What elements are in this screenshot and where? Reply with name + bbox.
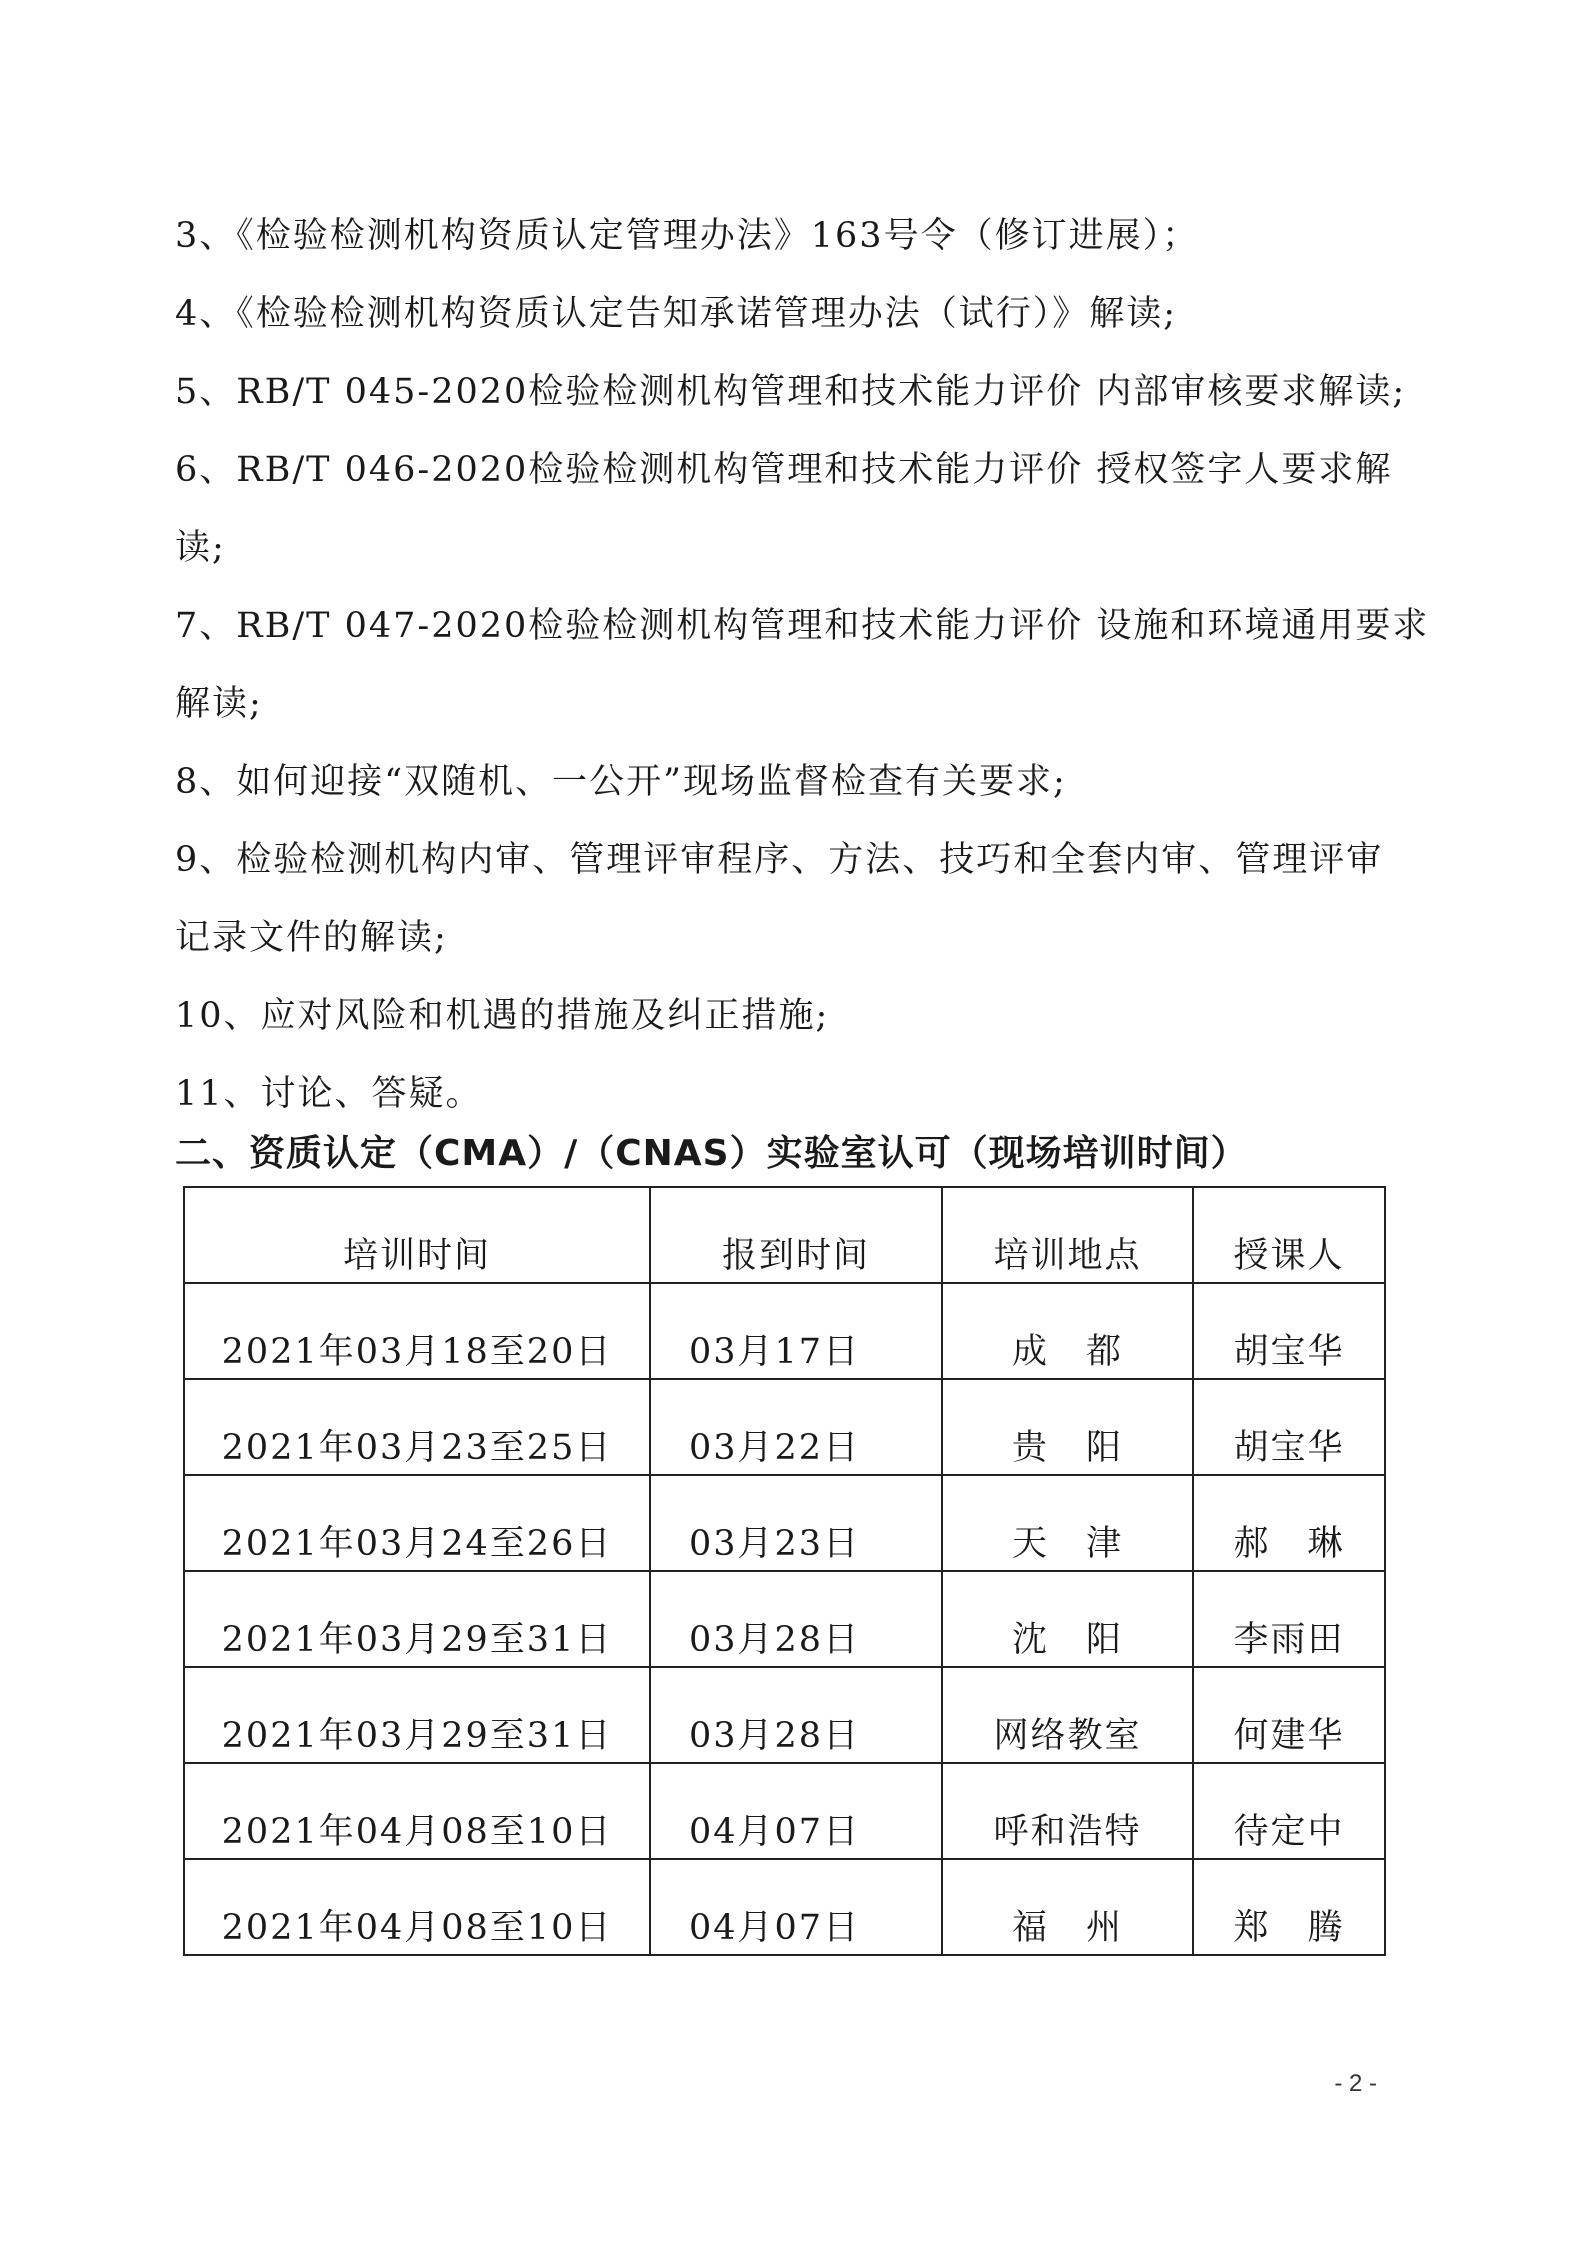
cell-training-time: 2021年03月29至31日 (184, 1571, 650, 1667)
cell-training-place: 福 州 (942, 1859, 1193, 1955)
cell-training-time: 2021年03月18至20日 (184, 1283, 650, 1379)
cell-training-place: 贵 阳 (942, 1379, 1193, 1475)
cell-report-time: 03月17日 (650, 1283, 942, 1379)
cell-report-time: 04月07日 (650, 1763, 942, 1859)
table-row (184, 1859, 1385, 1955)
list-item: 10、应对风险和机遇的措施及纠正措施; (175, 996, 830, 1036)
cell-training-time: 2021年03月24至26日 (184, 1475, 650, 1571)
header-report-time: 报到时间 (650, 1187, 942, 1283)
table-row (184, 1379, 1385, 1475)
cell-report-time: 03月28日 (650, 1571, 942, 1667)
cell-teacher: 待定中 (1193, 1763, 1385, 1859)
cell-training-place: 呼和浩特 (942, 1763, 1193, 1859)
list-item: 3、《检验检测机构资质认定管理办法》163号令（修订进展）； (175, 216, 1200, 256)
page-number: - 2 - (1334, 2070, 1377, 2097)
list-item: 解读; (175, 684, 263, 724)
cell-teacher: 李雨田 (1193, 1571, 1385, 1667)
cell-report-time: 03月28日 (650, 1667, 942, 1763)
cell-report-time: 04月07日 (650, 1859, 942, 1955)
table-row (184, 1475, 1385, 1571)
table-header-row (184, 1187, 1385, 1283)
list-item: 4、《检验检测机构资质认定告知承诺管理办法（试行）》解读; (175, 294, 1178, 334)
list-item: 9、检验检测机构内审、管理评审程序、方法、技巧和全套内审、管理评审 (175, 840, 1384, 880)
cell-training-place: 成 都 (942, 1283, 1193, 1379)
table-row (184, 1667, 1385, 1763)
list-item: 11、讨论、答疑。 (175, 1074, 483, 1114)
list-item: 读; (175, 528, 226, 568)
list-item: 7、RB/T 047-2020检验检测机构管理和技术能力评价 设施和环境通用要求 (175, 606, 1430, 646)
cell-teacher: 郝 琳 (1193, 1475, 1385, 1571)
cell-training-time: 2021年03月23至25日 (184, 1379, 650, 1475)
table-row (184, 1283, 1385, 1379)
training-schedule-table (183, 1186, 1386, 1956)
cell-training-time: 2021年03月29至31日 (184, 1667, 650, 1763)
list-item: 记录文件的解读; (175, 918, 448, 958)
cell-report-time: 03月22日 (650, 1379, 942, 1475)
cell-training-place: 网络教室 (942, 1667, 1193, 1763)
table-row (184, 1571, 1385, 1667)
table-row (184, 1763, 1385, 1859)
course-content-list (175, 197, 1430, 1133)
list-item: 6、RB/T 046-2020检验检测机构管理和技术能力评价 授权签字人要求解 (175, 450, 1393, 490)
cell-training-time: 2021年04月08至10日 (184, 1859, 650, 1955)
list-item: 5、RB/T 045-2020检验检测机构管理和技术能力评价 内部审核要求解读; (175, 372, 1407, 412)
section-heading: 二、资质认定（CMA）/（CNAS）实验室认可（现场培训时间） (175, 1133, 1248, 1174)
cell-teacher: 胡宝华 (1193, 1283, 1385, 1379)
cell-teacher: 郑 腾 (1193, 1859, 1385, 1955)
cell-training-place: 天 津 (942, 1475, 1193, 1571)
cell-training-time: 2021年04月08至10日 (184, 1763, 650, 1859)
header-teacher: 授课人 (1193, 1187, 1385, 1283)
list-item: 8、如何迎接“双随机、一公开”现场监督检查有关要求; (175, 762, 1067, 802)
cell-report-time: 03月23日 (650, 1475, 942, 1571)
cell-teacher: 胡宝华 (1193, 1379, 1385, 1475)
header-training-place: 培训地点 (942, 1187, 1193, 1283)
cell-teacher: 何建华 (1193, 1667, 1385, 1763)
cell-training-place: 沈 阳 (942, 1571, 1193, 1667)
header-training-time: 培训时间 (184, 1187, 650, 1283)
